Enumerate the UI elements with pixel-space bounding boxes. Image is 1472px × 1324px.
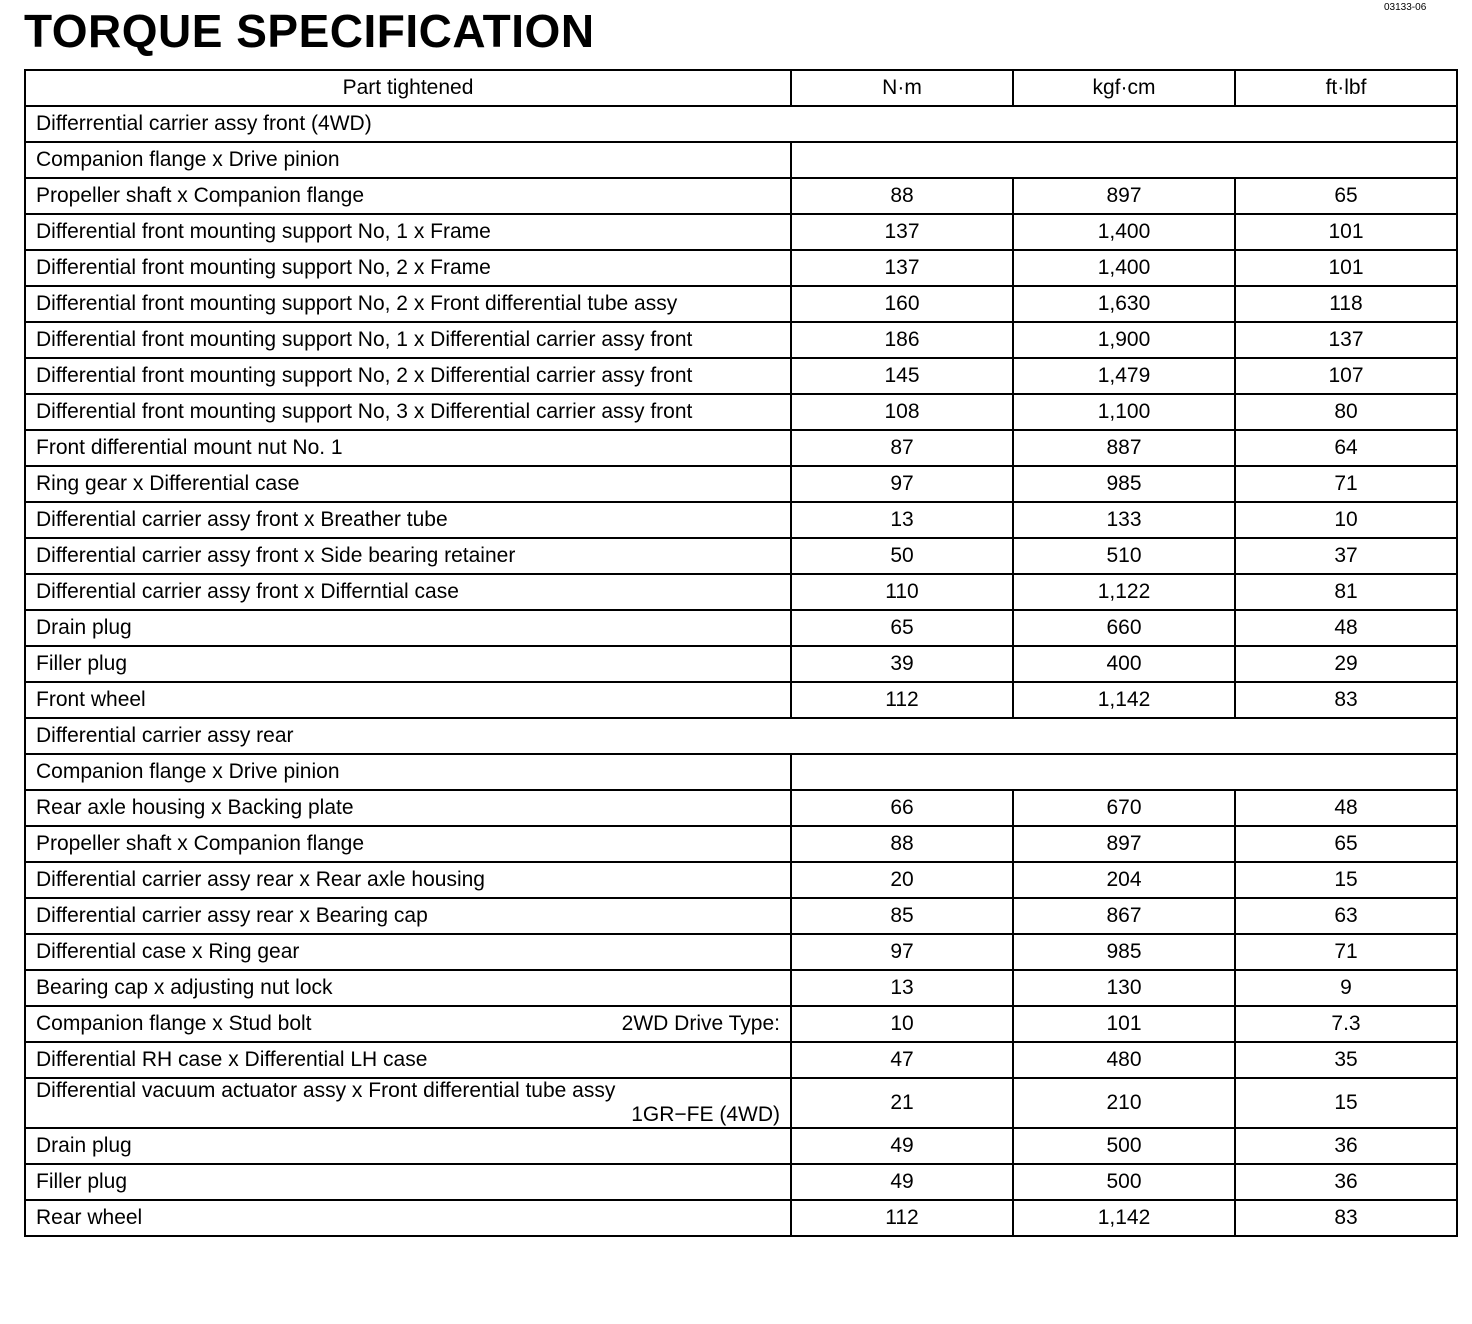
kgf-cell: 130 — [1013, 970, 1235, 1006]
part-cell: Differential RH case x Differential LH case — [25, 1042, 791, 1078]
nm-cell: 108 — [791, 394, 1013, 430]
empty-cell — [791, 754, 1457, 790]
column-header-part: Part tightened — [25, 70, 791, 106]
table-row — [25, 574, 1457, 610]
nm-cell: 20 — [791, 862, 1013, 898]
nm-cell: 186 — [791, 322, 1013, 358]
part-cell: Differential carrier assy front x Differntial case — [25, 574, 791, 610]
section-heading-row — [25, 718, 1457, 754]
nm-cell: 137 — [791, 250, 1013, 286]
column-header-kgf-cm: kgf·cm — [1013, 70, 1235, 106]
ft-cell: 83 — [1235, 682, 1457, 718]
ft-cell: 107 — [1235, 358, 1457, 394]
kgf-cell: 897 — [1013, 826, 1235, 862]
part-cell: Drain plug — [25, 1128, 791, 1164]
nm-cell: 49 — [791, 1128, 1013, 1164]
part-cell: Differential front mounting support No, 2 x Differential carrier assy front — [25, 358, 791, 394]
kgf-cell: 1,142 — [1013, 1200, 1235, 1236]
kgf-cell: 210 — [1013, 1078, 1235, 1128]
ft-cell: 101 — [1235, 250, 1457, 286]
kgf-cell: 1,100 — [1013, 394, 1235, 430]
ft-cell: 65 — [1235, 178, 1457, 214]
ft-cell: 9 — [1235, 970, 1457, 1006]
section-heading-row — [25, 106, 1457, 142]
part-cell — [25, 1078, 791, 1128]
nm-cell: 65 — [791, 610, 1013, 646]
table-row — [25, 934, 1457, 970]
section-heading: Differential carrier assy rear — [25, 718, 1457, 754]
table-row — [25, 826, 1457, 862]
page-title: TORQUE SPECIFICATION — [24, 5, 595, 57]
ft-cell: 118 — [1235, 286, 1457, 322]
nm-cell: 13 — [791, 970, 1013, 1006]
ft-cell: 29 — [1235, 646, 1457, 682]
drive-type-note: 2WD Drive Type: — [621, 1012, 780, 1035]
table-row — [25, 682, 1457, 718]
kgf-cell: 133 — [1013, 502, 1235, 538]
part-cell: Propeller shaft x Companion flange — [25, 826, 791, 862]
part-cell: Differential front mounting support No, 2 x Front differential tube assy — [25, 286, 791, 322]
kgf-cell: 1,479 — [1013, 358, 1235, 394]
kgf-cell: 101 — [1013, 1006, 1235, 1042]
part-cell: Differential carrier assy rear x Rear axle housing — [25, 862, 791, 898]
nm-cell: 13 — [791, 502, 1013, 538]
part-cell: Rear wheel — [25, 1200, 791, 1236]
kgf-cell: 510 — [1013, 538, 1235, 574]
kgf-cell: 660 — [1013, 610, 1235, 646]
part-cell: Filler plug — [25, 646, 791, 682]
kgf-cell: 1,630 — [1013, 286, 1235, 322]
table-row — [25, 214, 1457, 250]
section-subheading-row — [25, 142, 1457, 178]
table-row — [25, 1078, 1457, 1128]
ft-cell: 71 — [1235, 934, 1457, 970]
table-row — [25, 178, 1457, 214]
nm-cell: 10 — [791, 1006, 1013, 1042]
nm-cell: 50 — [791, 538, 1013, 574]
part-label: Differential vacuum actuator assy x Front differential tube assy — [36, 1079, 616, 1102]
part-cell: Differential front mounting support No, 1 x Frame — [25, 214, 791, 250]
engine-note: 1GR−FE (4WD) — [631, 1103, 780, 1126]
ft-cell: 63 — [1235, 898, 1457, 934]
ft-cell: 36 — [1235, 1128, 1457, 1164]
kgf-cell: 1,900 — [1013, 322, 1235, 358]
kgf-cell: 887 — [1013, 430, 1235, 466]
nm-cell: 49 — [791, 1164, 1013, 1200]
ft-cell: 15 — [1235, 1078, 1457, 1128]
kgf-cell: 1,400 — [1013, 214, 1235, 250]
table-row — [25, 394, 1457, 430]
ft-cell: 36 — [1235, 1164, 1457, 1200]
ft-cell: 10 — [1235, 502, 1457, 538]
nm-cell: 97 — [791, 934, 1013, 970]
part-cell: Front wheel — [25, 682, 791, 718]
kgf-cell: 500 — [1013, 1128, 1235, 1164]
table-row — [25, 1128, 1457, 1164]
ft-cell: 137 — [1235, 322, 1457, 358]
nm-cell: 87 — [791, 430, 1013, 466]
kgf-cell: 204 — [1013, 862, 1235, 898]
nm-cell: 97 — [791, 466, 1013, 502]
part-cell: Front differential mount nut No. 1 — [25, 430, 791, 466]
part-cell — [25, 1006, 791, 1042]
ft-cell: 48 — [1235, 610, 1457, 646]
ft-cell: 48 — [1235, 790, 1457, 826]
ft-cell: 15 — [1235, 862, 1457, 898]
nm-cell: 112 — [791, 1200, 1013, 1236]
table-row — [25, 358, 1457, 394]
table-row — [25, 250, 1457, 286]
ft-cell: 35 — [1235, 1042, 1457, 1078]
table-row — [25, 322, 1457, 358]
kgf-cell: 400 — [1013, 646, 1235, 682]
nm-cell: 47 — [791, 1042, 1013, 1078]
kgf-cell: 985 — [1013, 466, 1235, 502]
torque-table — [24, 69, 1458, 1237]
ft-cell: 81 — [1235, 574, 1457, 610]
table-row — [25, 1164, 1457, 1200]
nm-cell: 85 — [791, 898, 1013, 934]
empty-cell — [791, 142, 1457, 178]
table-row — [25, 502, 1457, 538]
kgf-cell: 500 — [1013, 1164, 1235, 1200]
part-cell: Differential front mounting support No, 1 x Differential carrier assy front — [25, 322, 791, 358]
column-header-ft-lbf: ft·lbf — [1235, 70, 1457, 106]
nm-cell: 110 — [791, 574, 1013, 610]
table-row — [25, 466, 1457, 502]
ft-cell: 64 — [1235, 430, 1457, 466]
nm-cell: 160 — [791, 286, 1013, 322]
kgf-cell: 480 — [1013, 1042, 1235, 1078]
nm-cell: 66 — [791, 790, 1013, 826]
table-row — [25, 286, 1457, 322]
table-header-row — [25, 70, 1457, 106]
ft-cell: 80 — [1235, 394, 1457, 430]
section-heading: Differrential carrier assy front (4WD) — [25, 106, 1457, 142]
part-cell: Rear axle housing x Backing plate — [25, 790, 791, 826]
table-row — [25, 862, 1457, 898]
nm-cell: 21 — [791, 1078, 1013, 1128]
ft-cell: 37 — [1235, 538, 1457, 574]
kgf-cell: 867 — [1013, 898, 1235, 934]
ft-cell: 101 — [1235, 214, 1457, 250]
part-cell: Propeller shaft x Companion flange — [25, 178, 791, 214]
section-subheading: Companion flange x Drive pinion — [25, 142, 791, 178]
part-label: Companion flange x Stud bolt — [36, 1012, 312, 1035]
kgf-cell: 1,400 — [1013, 250, 1235, 286]
kgf-cell: 897 — [1013, 178, 1235, 214]
kgf-cell: 985 — [1013, 934, 1235, 970]
nm-cell: 88 — [791, 178, 1013, 214]
part-cell: Differential carrier assy front x Side bearing retainer — [25, 538, 791, 574]
table-row — [25, 538, 1457, 574]
nm-cell: 88 — [791, 826, 1013, 862]
part-cell: Ring gear x Differential case — [25, 466, 791, 502]
part-cell: Filler plug — [25, 1164, 791, 1200]
table-row — [25, 610, 1457, 646]
ft-cell: 83 — [1235, 1200, 1457, 1236]
part-cell: Differential front mounting support No, 3 x Differential carrier assy front — [25, 394, 791, 430]
table-row — [25, 790, 1457, 826]
kgf-cell: 670 — [1013, 790, 1235, 826]
part-cell: Differential case x Ring gear — [25, 934, 791, 970]
part-cell: Differential front mounting support No, 2 x Frame — [25, 250, 791, 286]
part-cell: Bearing cap x adjusting nut lock — [25, 970, 791, 1006]
column-header-nm: N·m — [791, 70, 1013, 106]
table-row — [25, 898, 1457, 934]
part-cell: Differential carrier assy rear x Bearing cap — [25, 898, 791, 934]
nm-cell: 112 — [791, 682, 1013, 718]
table-row — [25, 1006, 1457, 1042]
table-row — [25, 970, 1457, 1006]
ft-cell: 7.3 — [1235, 1006, 1457, 1042]
section-subheading: Companion flange x Drive pinion — [25, 754, 791, 790]
table-row — [25, 646, 1457, 682]
table-row — [25, 1200, 1457, 1236]
kgf-cell: 1,122 — [1013, 574, 1235, 610]
part-cell: Drain plug — [25, 610, 791, 646]
table-row — [25, 1042, 1457, 1078]
document-code: 03133-06 — [1384, 2, 1427, 13]
part-cell: Differential carrier assy front x Breather tube — [25, 502, 791, 538]
ft-cell: 65 — [1235, 826, 1457, 862]
ft-cell: 71 — [1235, 466, 1457, 502]
nm-cell: 137 — [791, 214, 1013, 250]
nm-cell: 145 — [791, 358, 1013, 394]
nm-cell: 39 — [791, 646, 1013, 682]
section-subheading-row — [25, 754, 1457, 790]
table-row — [25, 430, 1457, 466]
kgf-cell: 1,142 — [1013, 682, 1235, 718]
